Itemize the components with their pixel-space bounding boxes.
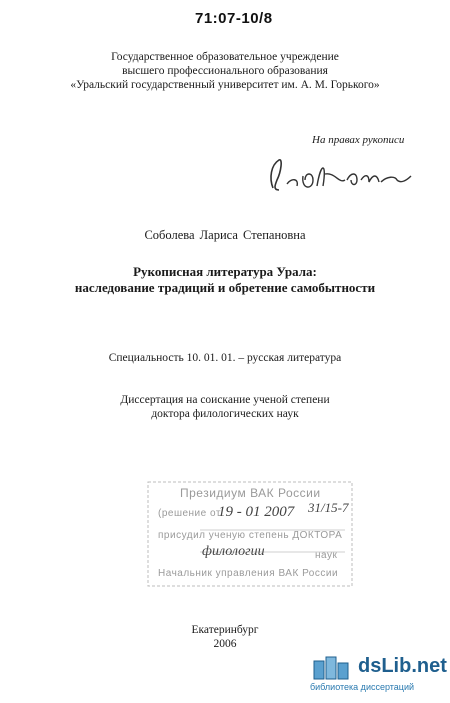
institution-line-3: «Уральский государственный университет им. А. М. Горького» (70, 79, 380, 91)
city: Екатеринбург (191, 624, 259, 636)
watermark (310, 655, 445, 700)
stamp-line-1: Президиум ВАК России (180, 486, 321, 500)
author-name: Соболева Лариса Степановна (144, 228, 306, 242)
institution-line-2: высшего профессионального образования (122, 65, 328, 77)
institution-line-1: Государственное образовательное учреждение (111, 51, 339, 63)
stamp-handwritten-date: 19 - 01 2007 (218, 504, 295, 520)
books-icon (312, 655, 354, 681)
year: 2006 (213, 638, 237, 650)
specialty: Специальность 10. 01. 01. – русская литература (108, 352, 342, 364)
watermark-subtitle: библиотека диссертаций (310, 682, 415, 692)
rights-note: На правах рукописи (312, 134, 405, 146)
document-code: 71:07-10/8 (195, 10, 273, 27)
title-line-1: Рукописная литература Урала: (133, 264, 317, 279)
stamp-handwritten-number: 31/15-7 (308, 500, 349, 515)
vak-stamp (140, 478, 355, 590)
dissertation-line-2: доктора филологических наук (151, 408, 299, 420)
dissertation-line-1: Диссертация на соискание ученой степени (120, 394, 330, 406)
signature-icon (265, 150, 415, 200)
stamp-line-4: наук (315, 550, 338, 561)
stamp-line-5: Начальник управления ВАК России (158, 568, 339, 579)
stamp-line-3: присудил ученую степень ДОКТОРА (158, 530, 343, 541)
stamp-line-2: (решение от (158, 508, 221, 519)
stamp-handwritten-field: филологии (202, 544, 265, 559)
title-line-2: наследование традиций и обретение самобытности (74, 280, 376, 295)
watermark-logo: dsLib.net (358, 655, 447, 677)
